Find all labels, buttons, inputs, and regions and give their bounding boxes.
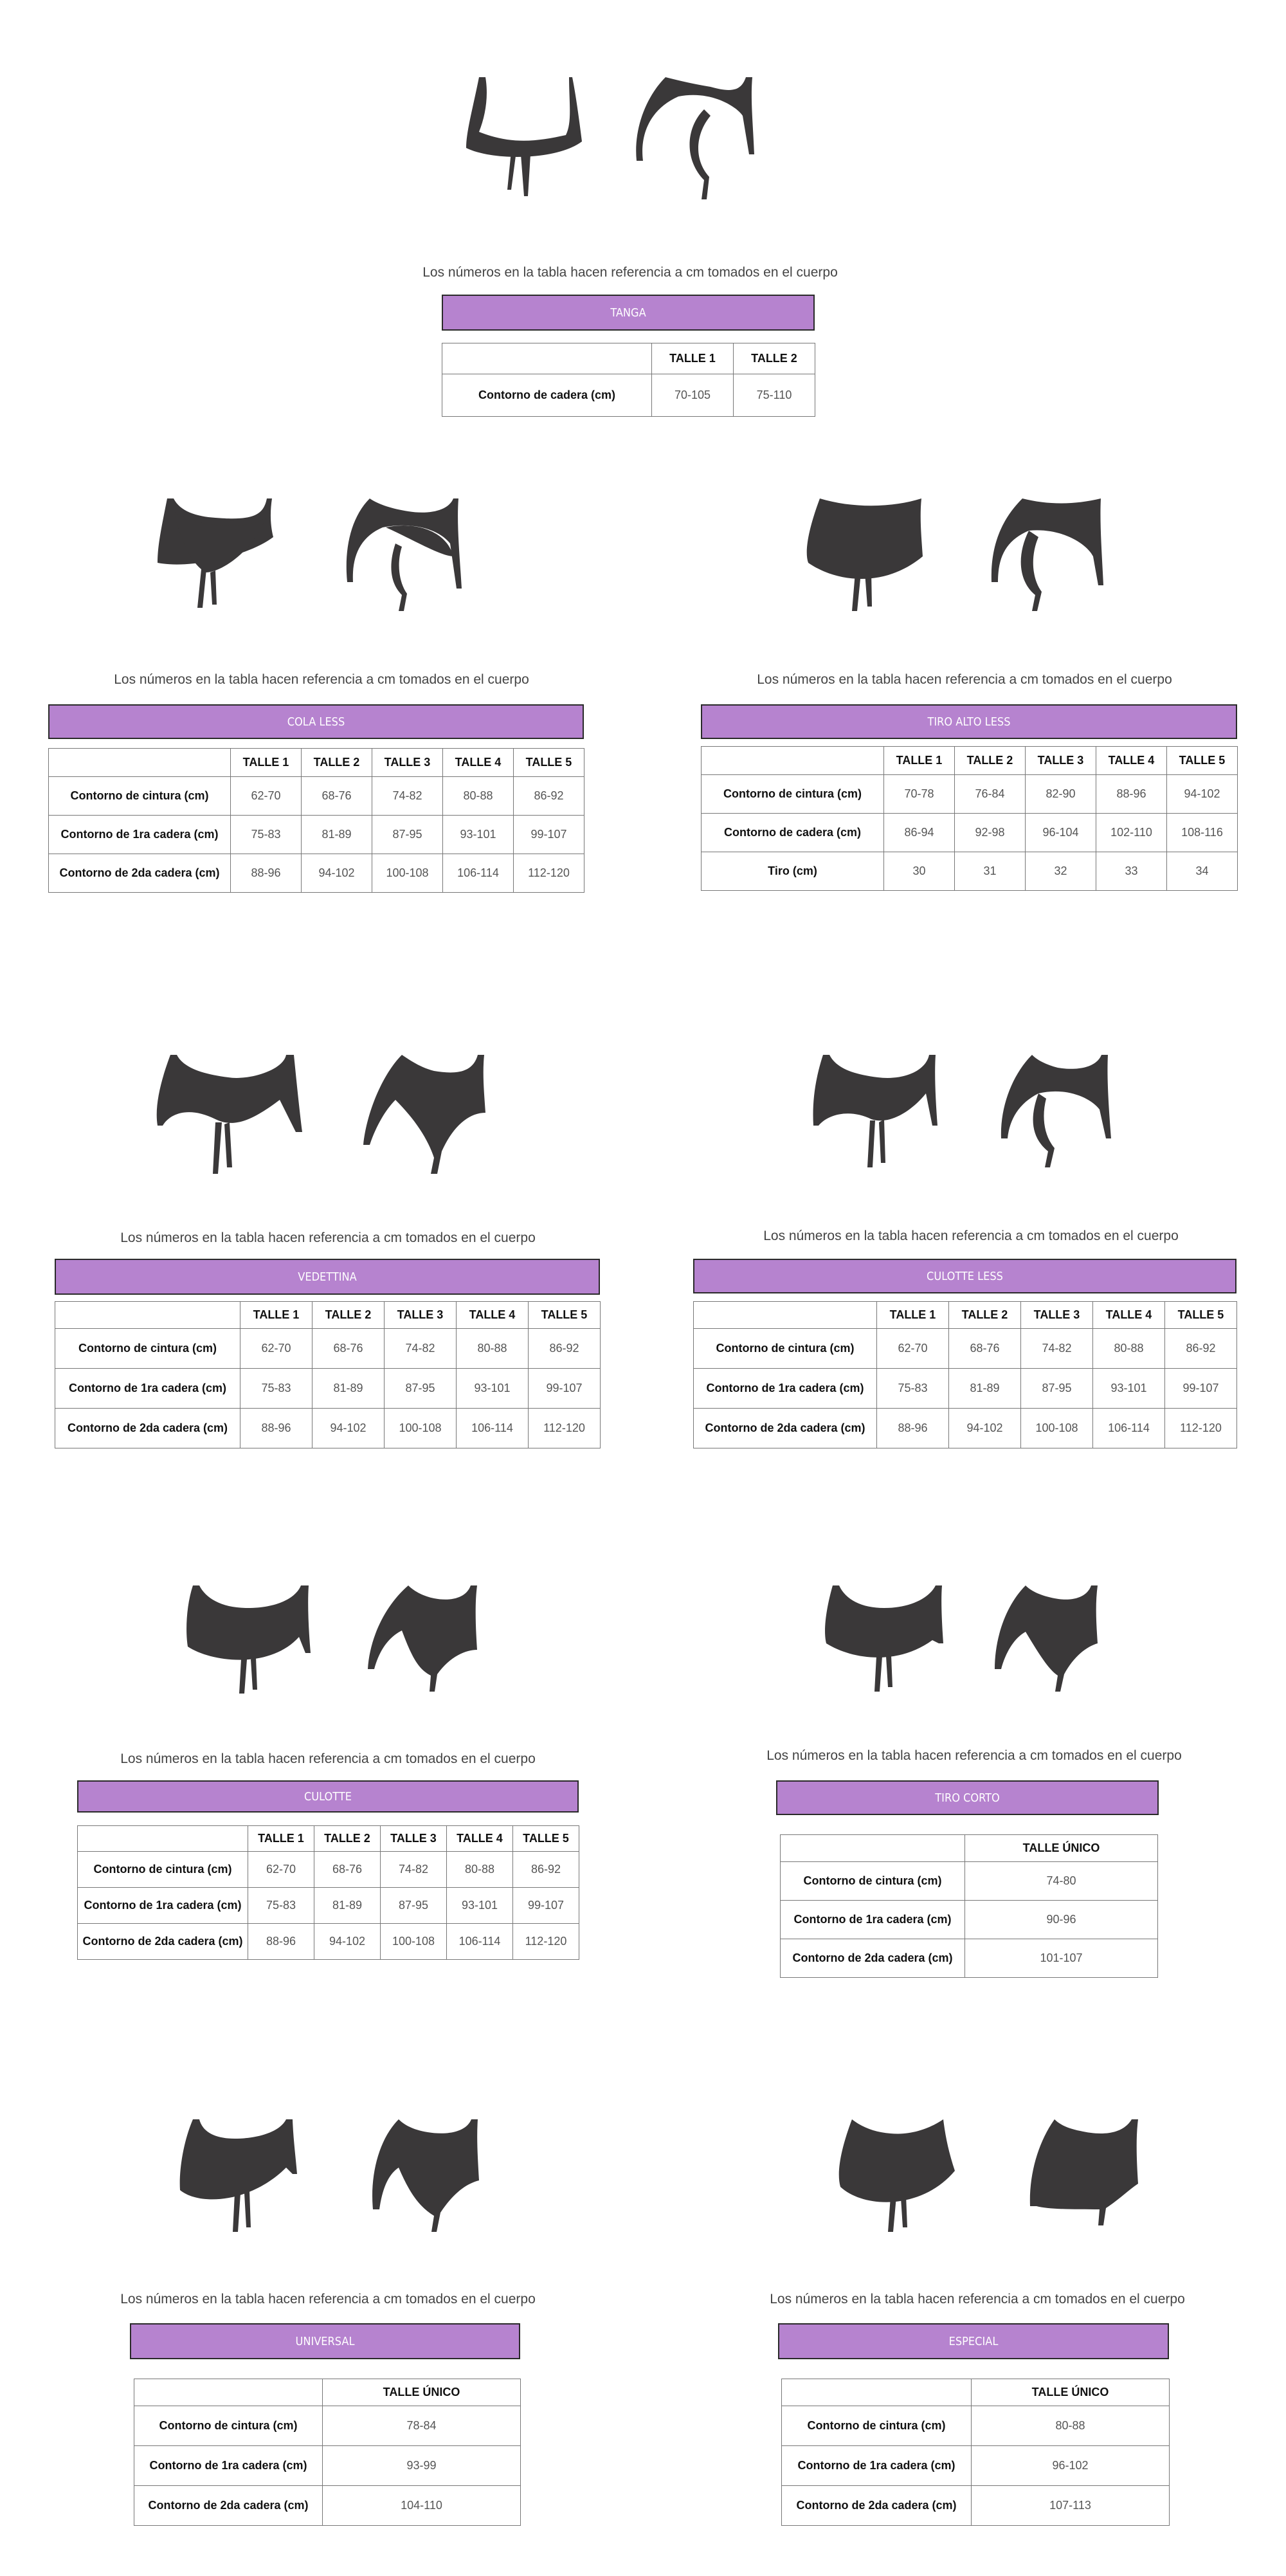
table-row — [781, 1862, 1158, 1901]
row-label: Contorno de 1ra cadera (cm) — [782, 2446, 972, 2486]
size-value: 100-108 — [372, 854, 443, 893]
row-label: Contorno de 1ra cadera (cm) — [55, 1369, 240, 1409]
universal-front-figure — [174, 2113, 302, 2235]
especial-title-bar: ESPECIAL — [778, 2323, 1169, 2359]
table-row — [134, 2446, 521, 2486]
size-value: 80-88 — [447, 1852, 513, 1888]
culotte-size-table — [77, 1825, 579, 1960]
universal-title-bar: UNIVERSAL — [130, 2323, 520, 2359]
table-row — [702, 775, 1238, 814]
tanga-caption: Los números en la tabla hacen referencia a cm tomados en el cuerpo — [422, 265, 838, 280]
size-header: TALLE 3 — [1026, 747, 1096, 775]
table-corner — [134, 2379, 323, 2406]
table-row — [782, 2486, 1170, 2526]
size-value: 87-95 — [381, 1888, 447, 1924]
row-label: Contorno de cadera (cm) — [702, 814, 884, 852]
size-value: 94-102 — [949, 1409, 1021, 1448]
cola-less-caption: Los números en la tabla hacen referencia a cm tomados en el cuerpo — [114, 672, 529, 687]
size-value: 100-108 — [381, 1924, 447, 1960]
size-header: TALLE 3 — [1021, 1302, 1093, 1329]
size-header: TALLE 2 — [734, 343, 815, 374]
size-header: TALLE 1 — [248, 1826, 314, 1852]
size-value: 86-94 — [884, 814, 955, 852]
size-value: 80-88 — [443, 777, 514, 816]
row-label: Contorno de 2da cadera (cm) — [134, 2486, 323, 2526]
tiro-alto-less-front-figure — [801, 492, 929, 614]
row-label: Contorno de cintura (cm) — [782, 2406, 972, 2446]
size-header: TALLE 4 — [1096, 747, 1167, 775]
especial-size-table — [781, 2379, 1170, 2526]
size-header: TALLE 2 — [949, 1302, 1021, 1329]
cola-less-size-table — [48, 748, 584, 893]
table-row — [78, 1888, 579, 1924]
size-value: 81-89 — [949, 1369, 1021, 1409]
size-header: TALLE 5 — [1165, 1302, 1237, 1329]
size-value: 112-120 — [513, 1924, 579, 1960]
table-row — [55, 1329, 601, 1369]
tiro-corto-front-figure — [820, 1579, 948, 1695]
table-corner — [442, 343, 652, 374]
cola-less-front-figure — [151, 492, 280, 614]
culotte-title-bar: CULOTTE — [77, 1780, 579, 1813]
size-header: TALLE 2 — [302, 749, 372, 777]
size-value: 96-104 — [1026, 814, 1096, 852]
especial-caption: Los números en la tabla hacen referencia a cm tomados en el cuerpo — [770, 2292, 1185, 2307]
size-value: 81-89 — [312, 1369, 385, 1409]
row-label: Contorno de cintura (cm) — [49, 777, 231, 816]
size-header: TALLE 3 — [381, 1826, 447, 1852]
tiro-corto-size-table — [780, 1834, 1158, 1978]
size-value: 88-96 — [877, 1409, 949, 1448]
row-label: Contorno de 2da cadera (cm) — [49, 854, 231, 893]
row-label: Contorno de 1ra cadera (cm) — [78, 1888, 248, 1924]
table-row — [55, 1369, 601, 1409]
size-value: 106-114 — [447, 1924, 513, 1960]
table-row — [782, 2446, 1170, 2486]
size-value: 62-70 — [240, 1329, 312, 1369]
culotte-figures — [180, 1579, 489, 1695]
tiro-alto-less-figures — [801, 492, 1106, 614]
size-header: TALLE 3 — [385, 1302, 457, 1329]
size-value: 88-96 — [240, 1409, 312, 1448]
size-value: 75-83 — [231, 816, 302, 854]
size-header: TALLE 1 — [884, 747, 955, 775]
tiro-corto-title-bar: TIRO CORTO — [776, 1780, 1159, 1815]
size-value: 82-90 — [1026, 775, 1096, 814]
size-value: 74-82 — [1021, 1329, 1093, 1369]
row-label: Tiro (cm) — [702, 852, 884, 891]
table-corner — [49, 749, 231, 777]
table-row — [78, 1852, 579, 1888]
size-value: 81-89 — [302, 816, 372, 854]
size-header: TALLE ÚNICO — [965, 1835, 1158, 1862]
tanga-figures — [460, 71, 762, 206]
size-header: TALLE 5 — [514, 749, 584, 777]
size-value: 99-107 — [514, 816, 584, 854]
size-value: 80-88 — [457, 1329, 529, 1369]
size-value: 99-107 — [1165, 1369, 1237, 1409]
row-label: Contorno de 2da cadera (cm) — [782, 2486, 972, 2526]
size-value: 75-110 — [734, 374, 815, 417]
size-value: 68-76 — [302, 777, 372, 816]
size-value: 74-82 — [372, 777, 443, 816]
size-value: 31 — [955, 852, 1026, 891]
size-value: 94-102 — [312, 1409, 385, 1448]
size-header: TALLE 1 — [877, 1302, 949, 1329]
size-header: TALLE 4 — [443, 749, 514, 777]
tiro-alto-less-back-figure — [984, 492, 1106, 614]
size-value: 68-76 — [949, 1329, 1021, 1369]
size-value: 100-108 — [1021, 1409, 1093, 1448]
size-value: 94-102 — [1167, 775, 1238, 814]
size-value: 81-89 — [314, 1888, 381, 1924]
universal-size-table — [134, 2379, 521, 2526]
vedettina-size-table — [55, 1301, 601, 1448]
row-label: Contorno de cintura (cm) — [702, 775, 884, 814]
size-value: 93-101 — [443, 816, 514, 854]
size-value: 94-102 — [314, 1924, 381, 1960]
vedettina-figures — [151, 1048, 492, 1177]
size-header: TALLE 5 — [1167, 747, 1238, 775]
size-header: TALLE 4 — [1093, 1302, 1165, 1329]
cola-less-figures — [151, 492, 466, 614]
row-label: Contorno de cintura (cm) — [134, 2406, 323, 2446]
especial-figures — [833, 2113, 1145, 2235]
row-label: Contorno de 2da cadera (cm) — [55, 1409, 240, 1448]
size-value: 34 — [1167, 852, 1238, 891]
size-value: 106-114 — [457, 1409, 529, 1448]
table-corner — [694, 1302, 877, 1329]
row-label: Contorno de 1ra cadera (cm) — [781, 1901, 965, 1939]
tiro-alto-less-title-bar: TIRO ALTO LESS — [701, 704, 1237, 739]
size-value: 87-95 — [1021, 1369, 1093, 1409]
size-header: TALLE 5 — [529, 1302, 601, 1329]
size-value: 92-98 — [955, 814, 1026, 852]
size-value: 93-101 — [447, 1888, 513, 1924]
row-label: Contorno de 2da cadera (cm) — [694, 1409, 877, 1448]
size-value: 90-96 — [965, 1901, 1158, 1939]
size-value: 99-107 — [513, 1888, 579, 1924]
size-value: 96-102 — [972, 2446, 1170, 2486]
size-value: 80-88 — [972, 2406, 1170, 2446]
size-value: 70-105 — [652, 374, 734, 417]
row-label: Contorno de 1ra cadera (cm) — [134, 2446, 323, 2486]
row-label: Contorno de 2da cadera (cm) — [781, 1939, 965, 1978]
culotte-less-caption: Los números en la tabla hacen referencia a cm tomados en el cuerpo — [763, 1229, 1179, 1243]
table-corner — [782, 2379, 972, 2406]
size-value: 86-92 — [529, 1329, 601, 1369]
culotte-back-figure — [360, 1579, 489, 1695]
table-row — [694, 1409, 1237, 1448]
row-label: Contorno de cintura (cm) — [781, 1862, 965, 1901]
size-value: 86-92 — [514, 777, 584, 816]
size-value: 112-120 — [514, 854, 584, 893]
row-label: Contorno de 2da cadera (cm) — [78, 1924, 248, 1960]
universal-figures — [174, 2113, 485, 2235]
size-value: 86-92 — [513, 1852, 579, 1888]
table-row — [55, 1409, 601, 1448]
vedettina-front-figure — [151, 1048, 309, 1177]
size-value: 78-84 — [323, 2406, 521, 2446]
size-value: 75-83 — [248, 1888, 314, 1924]
table-row — [134, 2486, 521, 2526]
size-value: 32 — [1026, 852, 1096, 891]
size-value: 87-95 — [385, 1369, 457, 1409]
table-corner — [781, 1835, 965, 1862]
table-row — [694, 1369, 1237, 1409]
size-value: 106-114 — [443, 854, 514, 893]
table-row — [781, 1939, 1158, 1978]
size-header: TALLE 2 — [955, 747, 1026, 775]
universal-caption: Los números en la tabla hacen referencia a cm tomados en el cuerpo — [120, 2292, 536, 2307]
table-corner — [702, 747, 884, 775]
size-value: 93-101 — [1093, 1369, 1165, 1409]
row-label: Contorno de cadera (cm) — [442, 374, 652, 417]
size-header: TALLE 1 — [240, 1302, 312, 1329]
tanga-title-bar: TANGA — [442, 295, 815, 331]
row-label: Contorno de cintura (cm) — [694, 1329, 877, 1369]
size-value: 33 — [1096, 852, 1167, 891]
size-value: 88-96 — [248, 1924, 314, 1960]
size-header: TALLE 2 — [314, 1826, 381, 1852]
size-header: TALLE ÚNICO — [972, 2379, 1170, 2406]
row-label: Contorno de 1ra cadera (cm) — [49, 816, 231, 854]
size-value: 94-102 — [302, 854, 372, 893]
size-value: 70-78 — [884, 775, 955, 814]
size-value: 80-88 — [1093, 1329, 1165, 1369]
size-header: TALLE 1 — [231, 749, 302, 777]
size-header: TALLE 2 — [312, 1302, 385, 1329]
universal-back-figure — [363, 2113, 485, 2235]
table-row — [134, 2406, 521, 2446]
size-value: 104-110 — [323, 2486, 521, 2526]
especial-front-figure — [833, 2113, 961, 2235]
vedettina-caption: Los números en la tabla hacen referencia a cm tomados en el cuerpo — [120, 1230, 536, 1245]
culotte-less-front-figure — [807, 1048, 942, 1171]
size-value: 62-70 — [877, 1329, 949, 1369]
size-value: 93-99 — [323, 2446, 521, 2486]
tiro-corto-figures — [820, 1579, 1109, 1695]
size-header: TALLE ÚNICO — [323, 2379, 521, 2406]
size-value: 68-76 — [314, 1852, 381, 1888]
row-label: Contorno de 1ra cadera (cm) — [694, 1369, 877, 1409]
row-label: Contorno de cintura (cm) — [55, 1329, 240, 1369]
size-value: 74-82 — [385, 1329, 457, 1369]
size-value: 74-80 — [965, 1862, 1158, 1901]
size-value: 75-83 — [877, 1369, 949, 1409]
table-row — [702, 814, 1238, 852]
table-row — [78, 1924, 579, 1960]
size-value: 76-84 — [955, 775, 1026, 814]
size-value: 62-70 — [248, 1852, 314, 1888]
size-value: 74-82 — [381, 1852, 447, 1888]
row-label: Contorno de cintura (cm) — [78, 1852, 248, 1888]
size-value: 62-70 — [231, 777, 302, 816]
size-value: 112-120 — [529, 1409, 601, 1448]
cola-less-back-figure — [338, 492, 466, 614]
size-value: 108-116 — [1167, 814, 1238, 852]
size-value: 101-107 — [965, 1939, 1158, 1978]
size-header: TALLE 5 — [513, 1826, 579, 1852]
tiro-corto-caption: Los números en la tabla hacen referencia a cm tomados en el cuerpo — [766, 1748, 1182, 1763]
table-row — [49, 816, 584, 854]
size-value: 75-83 — [240, 1369, 312, 1409]
size-value: 93-101 — [457, 1369, 529, 1409]
culotte-caption: Los números en la tabla hacen referencia a cm tomados en el cuerpo — [120, 1751, 536, 1766]
table-row — [49, 777, 584, 816]
size-value: 88-96 — [1096, 775, 1167, 814]
table-row — [49, 854, 584, 893]
size-header: TALLE 4 — [457, 1302, 529, 1329]
size-value: 30 — [884, 852, 955, 891]
tanga-back-figure — [627, 71, 762, 206]
size-value: 68-76 — [312, 1329, 385, 1369]
tiro-alto-less-size-table — [701, 746, 1238, 891]
table-row — [702, 852, 1238, 891]
tiro-alto-less-caption: Los números en la tabla hacen referencia a cm tomados en el cuerpo — [757, 672, 1172, 687]
size-value: 88-96 — [231, 854, 302, 893]
table-corner — [78, 1826, 248, 1852]
size-header: TALLE 1 — [652, 343, 734, 374]
vedettina-title-bar: VEDETTINA — [55, 1259, 600, 1295]
size-value: 99-107 — [529, 1369, 601, 1409]
size-value: 112-120 — [1165, 1409, 1237, 1448]
culotte-less-back-figure — [993, 1048, 1116, 1171]
culotte-less-figures — [807, 1048, 1116, 1171]
tiro-corto-back-figure — [987, 1579, 1109, 1695]
size-header: TALLE 3 — [372, 749, 443, 777]
size-value: 87-95 — [372, 816, 443, 854]
table-row — [694, 1329, 1237, 1369]
vedettina-back-figure — [357, 1048, 492, 1177]
especial-back-figure — [1022, 2113, 1145, 2235]
culotte-less-size-table — [693, 1301, 1237, 1448]
size-value: 100-108 — [385, 1409, 457, 1448]
size-value: 107-113 — [972, 2486, 1170, 2526]
size-header: TALLE 4 — [447, 1826, 513, 1852]
table-corner — [55, 1302, 240, 1329]
size-value: 102-110 — [1096, 814, 1167, 852]
culotte-front-figure — [180, 1579, 315, 1695]
size-value: 86-92 — [1165, 1329, 1237, 1369]
culotte-less-title-bar: CULOTTE LESS — [693, 1259, 1236, 1293]
table-row — [782, 2406, 1170, 2446]
size-value: 106-114 — [1093, 1409, 1165, 1448]
tanga-front-figure — [460, 71, 588, 206]
cola-less-title-bar: COLA LESS — [48, 704, 584, 739]
table-row — [781, 1901, 1158, 1939]
tanga-size-table — [442, 343, 815, 417]
